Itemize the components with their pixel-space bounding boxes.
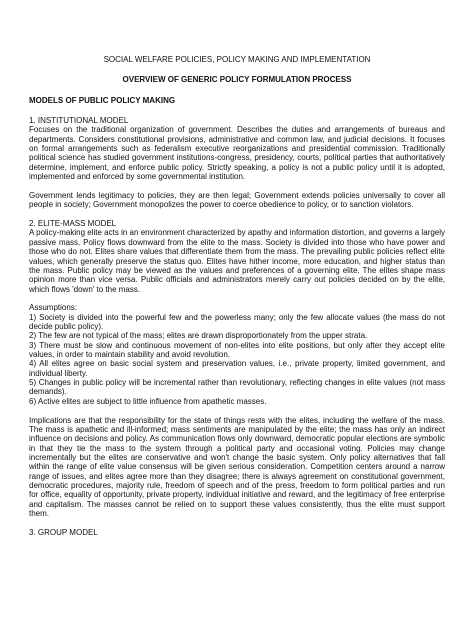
assumptions-heading: Assumptions: (29, 303, 78, 313)
elite-mass-model-paragraph: A policy-making elite acts in an environment characterized by apathy and information distortion, and governs a largely passive mass. Policy flows downward from the elite to the mass. Society is divided into those who have power and those who do not. Elites share values that differentiate them from the mass. The prevailing public policies reflect elite values, which generally preserve the status quo. Elites have hither income, more education, and higher status than the mass. Public policy may be viewed as the values and preferences of a governing elite. The elites shape mass opinion more than vice versa. Public officials and administrators merely carry out policies decided on by the elite, which flows 'down' to the mass. (29, 228, 445, 294)
list-item: 2) The few are not typical of the mass; elites are drawn disproportionately from the upper strata. (29, 331, 368, 341)
list-item: 6) Active elites are subject to little influence from apathetic masses. (29, 396, 267, 406)
institutional-model-paragraph-2: Government lends legitimacy to policies, they are then legal; Government extends policies universally to cover all people in society; Government monopolizes the power to coerce obedience to policy, or to sanction violators. (29, 190, 445, 210)
institutional-model-heading: 1. INSTITUTIONAL MODEL (29, 116, 129, 126)
group-model-heading: 3. GROUP MODEL (29, 527, 98, 537)
document-subtitle: OVERVIEW OF GENERIC POLICY FORMULATION PROCESS (122, 75, 352, 85)
document-body (29, 55, 445, 537)
list-item: 4) All elites agree on basic social system and preservation values, i.e., private property, limited government, and individual liberty. (29, 359, 445, 378)
list-item: 3) There must be slow and continuous movement of non-elites into elite positions, but only after they accept elite values, in order to maintain stability and avoid revolution. (29, 340, 445, 360)
document-title: SOCIAL WELFARE POLICIES, POLICY MAKING AND IMPLEMENTATION (103, 55, 371, 64)
section-heading: MODELS OF PUBLIC POLICY MAKING (29, 95, 176, 105)
assumptions-list (29, 313, 445, 406)
implications-paragraph: Implications are that the responsibility for the state of things rests with the elites, including the welfare of the mass. The mass is apathetic and ill-informed; mass sentiments are manipulated by the elite; the mass has only an indirect influence on decisions and policy. As communication flows only downward, democratic popular elections are symbolic in that they tie the mass to the system through a political party and occasional voting. Policies may change incrementally but the elites are conservative and won't change the basic system. Only policy alternatives that fall within the range of elite value consensus will be given serious consideration. Competition centers around a narrow range of issues, and elites agree more than they disagree; there is always agreement on constitutional government, democratic procedures, majority rule, freedom of speech and of the press, freedom to form political parties and run for office, equality of opportunity, private property, individual initiative and reward, and the legitimacy of free enterprise and capitalism. The masses cannot be relied on to support these values consistently, thus the elite must support them. (29, 415, 445, 519)
elite-mass-model-heading: 2. ELITE-MASS MODEL (29, 219, 117, 229)
institutional-model-paragraph-1: Focuses on the traditional organization of government. Describes the duties and arrangements of bureaus and departments. Considers constitutional provisions, administrative and common law, and judicial decisions. It focuses on formal arrangements such as federalism executive reorganizations and presidential commission. Traditionally political science has studied government institutions-congress, presidency, courts, political parties that authoritatively determine, implement, and enforce public policy. Strictly speaking, a policy is not a public policy until it is adopted, implemented and enforced by some governmental institution. (29, 125, 445, 182)
list-item: 5) Changes in public policy will be incremental rather than revolutionary, reflecting changes in elite values (not mass demands). (29, 378, 445, 397)
list-item: 1) Society is divided into the powerful few and the powerless many; only the few allocate values (the mass do not decide public policy). (29, 312, 445, 332)
